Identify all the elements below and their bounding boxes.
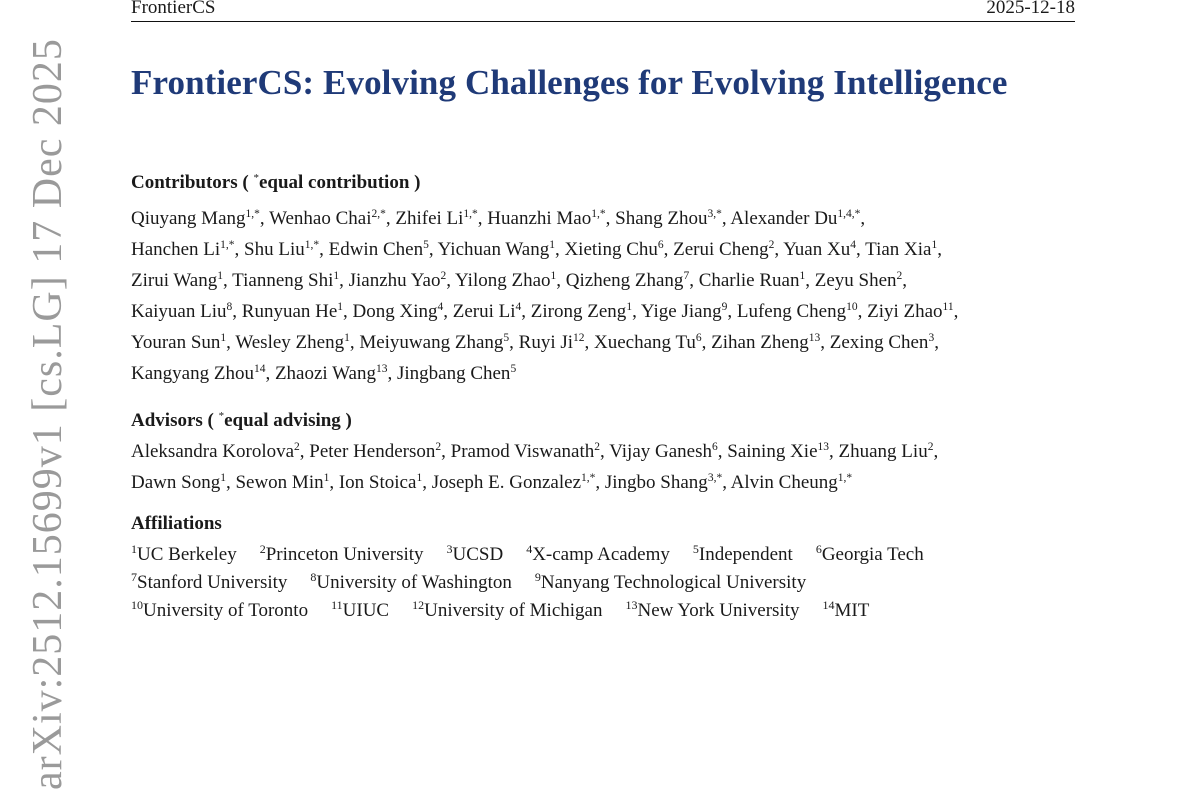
author-name: Alexander Du [730, 208, 838, 229]
name-separator: , [934, 332, 939, 353]
name-separator: , [265, 363, 275, 384]
affiliation-marker: 1,4,* [837, 208, 861, 220]
name-separator: , [428, 239, 438, 260]
affiliation-item [131, 600, 308, 621]
advisors-list [131, 436, 1091, 498]
name-separator: , [387, 363, 397, 384]
affiliation-marker: 2 [594, 441, 601, 453]
name-separator: , [343, 301, 353, 322]
name-separator: , [632, 301, 641, 322]
author-name: Wesley Zheng [235, 332, 345, 353]
affiliation-marker: 3 [928, 332, 935, 344]
contributors-heading-mark: * [253, 172, 259, 184]
author-name: Kangyang Zhou [131, 363, 254, 384]
author-name: Xieting Chu [564, 239, 658, 260]
author-name: Qizheng Zhang [565, 270, 684, 291]
name-separator: , [234, 239, 245, 260]
author-name: Ion Stoica [338, 472, 417, 493]
affiliation-marker: 2 [435, 441, 442, 453]
contributors-heading-end: equal contribution ) [258, 172, 421, 193]
author-name: Jingbo Shang [604, 472, 708, 493]
author-name: Sewon Min [235, 472, 324, 493]
author-name: Saining Xie [727, 441, 818, 462]
affiliation-marker: 8 [226, 301, 233, 313]
author-name: Aleksandra Korolova [131, 441, 295, 462]
affiliation-item [535, 572, 806, 593]
name-separator: , [721, 208, 731, 229]
affiliation-number: 7 [131, 570, 137, 584]
affiliation-name: Nanyang Technological University [540, 572, 807, 593]
author-name: Jingbang Chen [396, 363, 511, 384]
affiliation-marker: 6 [712, 441, 718, 453]
affiliation-name: X-camp Academy [532, 544, 670, 565]
affiliations-line [131, 597, 947, 625]
affiliation-item [131, 544, 237, 565]
affiliation-name: MIT [834, 600, 870, 621]
name-separator: , [385, 208, 396, 229]
affiliation-item [526, 544, 670, 565]
author-name: Qiuyang Mang [131, 208, 246, 229]
affiliations-line [131, 569, 947, 597]
author-name: Joseph E. Gonzalez [431, 472, 581, 493]
name-separator: , [595, 472, 605, 493]
contributors-line [131, 265, 1091, 296]
author-name: Xuechang Tu [594, 332, 696, 353]
advisors-line [131, 436, 1091, 467]
name-separator: , [600, 441, 610, 462]
affiliation-name: University of Michigan [424, 600, 603, 621]
running-header-title: FrontierCS [131, 0, 216, 18]
advisors-heading-end: equal advising ) [224, 410, 352, 431]
affiliation-marker: 12 [573, 332, 585, 344]
name-separator: , [554, 239, 565, 260]
advisors-heading [131, 410, 352, 432]
affiliation-name: Independent [698, 544, 793, 565]
affiliation-marker: 9 [721, 301, 728, 313]
name-separator: , [860, 208, 866, 229]
affiliation-marker: 2,* [371, 208, 386, 220]
author-name: Yichuan Wang [437, 239, 550, 260]
affiliation-item [412, 600, 602, 621]
name-separator: , [232, 301, 242, 322]
name-separator: , [349, 332, 360, 353]
affiliation-marker: 5 [510, 363, 517, 375]
affiliation-number: 5 [692, 542, 699, 556]
name-separator: , [443, 301, 453, 322]
affiliation-marker: 5 [423, 239, 429, 251]
affiliation-number: 3 [446, 542, 453, 556]
author-name: Zhuang Liu [838, 441, 928, 462]
affiliation-marker: 3,* [707, 208, 722, 220]
name-separator: , [223, 270, 233, 291]
name-separator: , [521, 301, 531, 322]
advisors-line [131, 467, 1091, 498]
affiliation-item [447, 544, 504, 565]
name-separator: , [319, 239, 329, 260]
name-separator: , [259, 208, 270, 229]
name-separator: , [509, 332, 519, 353]
name-separator: , [855, 239, 866, 260]
author-name: Dawn Song [131, 472, 221, 493]
author-name: Zeyu Shen [814, 270, 897, 291]
author-name: Kaiyuan Liu [131, 301, 227, 322]
affiliation-marker: 7 [683, 270, 690, 282]
affiliation-number: 14 [822, 598, 835, 612]
running-header-date: 2025-12-18 [986, 0, 1075, 18]
name-separator: , [820, 332, 830, 353]
author-name: Huanzhi Mao [487, 208, 592, 229]
affiliation-name: Georgia Tech [821, 544, 924, 565]
affiliation-marker: 13 [375, 363, 388, 375]
affiliation-number: 1 [131, 542, 137, 556]
affiliation-marker: 1 [337, 301, 344, 313]
name-separator: , [717, 441, 728, 462]
author-name: Ziyi Zhao [867, 301, 943, 322]
author-name: Zerui Li [452, 301, 516, 322]
affiliation-marker: 6 [695, 332, 702, 344]
author-name: Alvin Cheung [730, 472, 838, 493]
affiliation-number: 2 [259, 542, 266, 556]
affiliation-item [625, 600, 799, 621]
author-name: Shang Zhou [615, 208, 708, 229]
affiliation-marker: 1 [323, 472, 330, 484]
affiliation-marker: 1 [220, 472, 226, 484]
affiliation-marker: 1 [549, 239, 555, 251]
author-name: Shu Liu [244, 239, 305, 260]
affiliation-marker: 4 [437, 301, 444, 313]
author-name: Hanchen Li [131, 239, 221, 260]
affiliation-marker: 2 [896, 270, 903, 282]
contributors-line [131, 203, 1091, 234]
author-name: Dong Xing [352, 301, 438, 322]
name-separator: , [446, 270, 455, 291]
name-separator: , [584, 332, 595, 353]
affiliation-number: 9 [534, 570, 541, 584]
contributors-list [131, 203, 1091, 389]
affiliation-marker: 10 [846, 301, 858, 313]
affiliation-name: UC Berkeley [137, 544, 237, 565]
author-name: Wenhao Chai [269, 208, 372, 229]
name-separator: , [937, 239, 942, 260]
name-separator: , [829, 441, 839, 462]
name-separator: , [722, 472, 731, 493]
affiliation-name: University of Toronto [143, 600, 309, 621]
name-separator: , [225, 472, 236, 493]
author-name: Yige Jiang [640, 301, 722, 322]
affiliation-item [331, 600, 389, 621]
affiliation-name: Stanford University [137, 572, 288, 593]
affiliation-number: 4 [526, 542, 533, 556]
affiliations-line [131, 541, 947, 569]
name-separator: , [556, 270, 566, 291]
contributors-line [131, 358, 1091, 389]
author-name: Pramod Viswanath [450, 441, 595, 462]
affiliation-marker: 5 [503, 332, 510, 344]
affiliation-name: UCSD [452, 544, 504, 565]
author-name: Tianneng Shi [232, 270, 334, 291]
name-separator: , [953, 301, 959, 322]
author-name: Zhaozi Wang [274, 363, 376, 384]
affiliation-marker: 1 [220, 332, 227, 344]
affiliation-marker: 1,* [245, 208, 260, 220]
name-separator: , [701, 332, 712, 353]
affiliation-number: 12 [412, 598, 425, 612]
name-separator: , [226, 332, 236, 353]
affiliations-list [131, 541, 947, 625]
author-name: Meiyuwang Zhang [359, 332, 504, 353]
affiliation-marker: 2 [294, 441, 300, 453]
affiliation-marker: 2 [440, 270, 447, 282]
name-separator: , [339, 270, 349, 291]
author-name: Youran Sun [131, 332, 221, 353]
affiliation-number: 11 [331, 598, 343, 612]
affiliation-item [823, 600, 870, 621]
name-separator: , [422, 472, 432, 493]
name-separator: , [774, 239, 784, 260]
contributors-line [131, 327, 1091, 358]
affiliation-number: 6 [815, 542, 822, 556]
affiliation-marker: 4 [850, 239, 856, 251]
affiliation-name: University of Washington [316, 572, 512, 593]
affiliation-marker: 1 [550, 270, 557, 282]
author-name: Yuan Xu [783, 239, 851, 260]
author-name: Zihan Zheng [711, 332, 809, 353]
author-name: Lufeng Cheng [736, 301, 847, 322]
name-separator: , [663, 239, 674, 260]
author-name: Zexing Chen [829, 332, 929, 353]
affiliation-number: 13 [625, 598, 638, 612]
contributors-heading [131, 172, 420, 194]
author-name: Peter Henderson [309, 441, 436, 462]
affiliation-marker: 1,* [591, 208, 606, 220]
affiliation-marker: 6 [657, 239, 664, 251]
author-name: Zhifei Li [395, 208, 464, 229]
name-separator: , [329, 472, 339, 493]
affiliation-number: 10 [131, 598, 143, 612]
arxiv-stamp: arXiv:2512.15699v1 [cs.LG] 17 Dec 2025 [25, 38, 71, 790]
affiliation-number: 8 [310, 570, 317, 584]
affiliation-marker: 1 [416, 472, 423, 484]
name-separator: , [299, 441, 310, 462]
affiliation-item [310, 572, 512, 593]
affiliation-marker: 1,* [837, 472, 853, 484]
affiliation-marker: 1,* [220, 239, 235, 251]
affiliations-heading: Affiliations [131, 513, 222, 534]
affiliation-marker: 14 [253, 363, 266, 375]
author-name: Yilong Zhao [455, 270, 551, 291]
name-separator: , [805, 270, 815, 291]
affiliation-name: New York University [637, 600, 800, 621]
affiliation-marker: 1,* [581, 472, 596, 484]
author-name: Ruyi Ji [518, 332, 574, 353]
name-separator: , [902, 270, 908, 291]
contributors-line [131, 296, 1091, 327]
affiliation-marker: 1 [333, 270, 340, 282]
author-name: Tian Xia [865, 239, 932, 260]
affiliation-marker: 4 [515, 301, 522, 313]
name-separator: , [477, 208, 488, 229]
affiliation-item [260, 544, 424, 565]
header-rule [131, 21, 1075, 22]
affiliation-marker: 2 [927, 441, 934, 453]
paper-title: FrontierCS: Evolving Challenges for Evolving Intelligence [131, 63, 1008, 102]
affiliation-marker: 2 [768, 239, 775, 251]
affiliation-marker: 1,* [463, 208, 478, 220]
name-separator: , [689, 270, 699, 291]
affiliation-marker: 13 [808, 332, 821, 344]
author-name: Zirui Wang [131, 270, 218, 291]
affiliation-marker: 1 [344, 332, 350, 344]
name-separator: , [605, 208, 616, 229]
author-name: Edwin Chen [328, 239, 424, 260]
affiliation-name: Princeton University [265, 544, 424, 565]
author-name: Charlie Ruan [698, 270, 800, 291]
affiliation-item [131, 572, 287, 593]
contributors-heading-start: Contributors ( [131, 172, 254, 193]
affiliation-marker: 1 [931, 239, 938, 251]
advisors-heading-start: Advisors ( [131, 410, 219, 431]
name-separator: , [727, 301, 737, 322]
advisors-heading-mark: * [218, 410, 225, 422]
affiliation-marker: 1,* [304, 239, 320, 251]
contributors-line [131, 234, 1091, 265]
affiliation-marker: 1 [626, 301, 633, 313]
affiliation-marker: 3,* [707, 472, 723, 484]
author-name: Zirong Zeng [530, 301, 627, 322]
affiliation-marker: 1 [799, 270, 806, 282]
author-name: Jianzhu Yao [348, 270, 441, 291]
affiliation-marker: 11 [942, 301, 954, 313]
author-name: Vijay Ganesh [609, 441, 713, 462]
author-name: Runyuan He [241, 301, 338, 322]
affiliation-name: UIUC [342, 600, 390, 621]
affiliation-marker: 1 [217, 270, 223, 282]
name-separator: , [441, 441, 451, 462]
name-separator: , [933, 441, 939, 462]
name-separator: , [857, 301, 868, 322]
affiliation-item [816, 544, 924, 565]
affiliation-marker: 13 [817, 441, 830, 453]
affiliation-item [693, 544, 793, 565]
author-name: Zerui Cheng [673, 239, 769, 260]
